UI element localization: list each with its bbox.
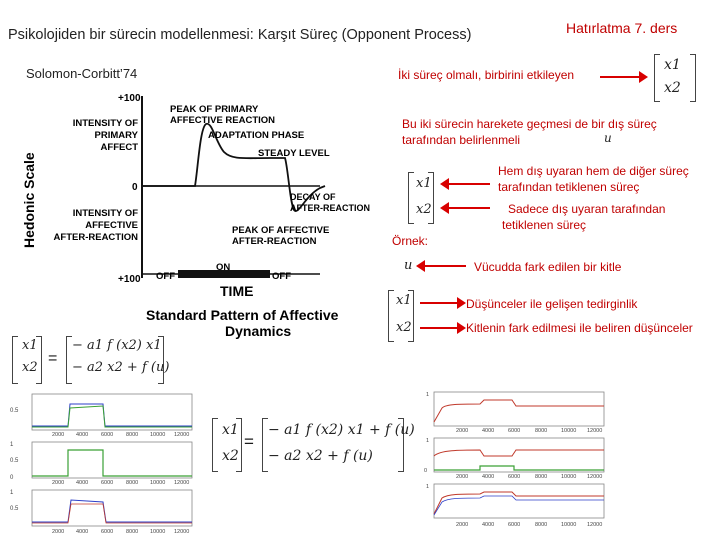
eq2-x2dot: x2 <box>222 448 239 464</box>
eq2-row1: − a1 f (x2) x1 + f (u) <box>268 422 415 438</box>
note-triggered-external-1: Sadece dış uyaran tarafından <box>508 202 666 216</box>
note-two-processes: İki süreç olmalı, birbirini etkileyen <box>398 68 575 82</box>
svg-text:4000: 4000 <box>482 522 495 528</box>
arrow-to-state-vector <box>600 76 640 78</box>
svg-text:2000: 2000 <box>456 474 469 480</box>
label-affect: AFFECT <box>100 142 138 153</box>
bracket-right <box>690 54 696 102</box>
state-x2: x2 <box>664 80 681 96</box>
svg-text:0.5: 0.5 <box>10 506 19 512</box>
note-u-meaning: Vücudda fark edilen bir kitle <box>474 260 622 274</box>
u-symbol-inline: u <box>604 131 612 145</box>
label-affective: AFFECTIVE <box>85 220 138 231</box>
left-plot-2 <box>10 442 192 486</box>
label-peak-primary-2: AFFECTIVE REACTION <box>170 115 276 126</box>
arrow-x2-note <box>448 207 490 209</box>
svg-text:6000: 6000 <box>101 480 114 486</box>
svg-text:12000: 12000 <box>174 432 190 438</box>
hedonic-scale-label: Hedonic Scale <box>21 152 37 248</box>
svg-text:10000: 10000 <box>150 529 166 535</box>
label-peak-primary-1: PEAK OF PRIMARY <box>170 104 259 115</box>
label-on: ON <box>216 262 231 273</box>
mid-x1: x1 <box>416 176 432 191</box>
tick-zero: 0 <box>132 182 138 193</box>
svg-text:10000: 10000 <box>561 474 577 480</box>
svg-text:8000: 8000 <box>535 522 548 528</box>
note-triggered-external-2: tetiklenen süreç <box>502 218 587 232</box>
label-decay-1: DECAY OF <box>290 192 336 202</box>
label-time: TIME <box>220 283 254 299</box>
label-primary: PRIMARY <box>94 130 138 141</box>
arrow-x1-note <box>448 183 490 185</box>
example-u: u <box>404 258 413 273</box>
tick-plus100-bottom: +100 <box>118 274 141 285</box>
svg-text:12000: 12000 <box>587 522 603 528</box>
eq2-x1dot: x1 <box>222 422 239 438</box>
left-simulation-plots <box>8 390 198 538</box>
right-plot-2 <box>424 438 604 480</box>
bracket-ex-left <box>388 290 394 342</box>
svg-text:1: 1 <box>426 484 430 490</box>
label-after-reaction: AFTER-REACTION <box>53 232 138 243</box>
note-triggered-both-1: Hem dış uyaran hem de diğer süreç <box>498 164 689 178</box>
svg-text:10000: 10000 <box>150 432 166 438</box>
eq1-row2: − a2 x2 + f (u) <box>72 360 170 375</box>
example-x1: x1 <box>396 293 412 308</box>
mid-x2: x2 <box>416 202 432 217</box>
svg-text:0.5: 0.5 <box>10 408 19 414</box>
caption-line-1: Standard Pattern of Affective <box>146 307 339 323</box>
tick-plus100-top: +100 <box>118 93 141 104</box>
label-decay-2: AFTER-REACTION <box>290 203 370 213</box>
svg-text:2000: 2000 <box>456 428 469 434</box>
label-steady: STEADY LEVEL <box>258 148 330 159</box>
note-switching-1: Bu iki sürecin harekete geçmesi de bir dış süreç <box>402 117 657 131</box>
example-label: Örnek: <box>392 234 429 248</box>
opponent-process-figure <box>20 88 370 340</box>
svg-text:0: 0 <box>424 468 428 474</box>
eq1-x1dot: x1 <box>22 338 38 353</box>
svg-text:2000: 2000 <box>52 480 65 486</box>
label-intensity-primary: INTENSITY OF <box>72 118 138 129</box>
svg-text:4000: 4000 <box>482 474 495 480</box>
label-peak-after-1: PEAK OF AFFECTIVE <box>232 225 330 236</box>
author-citation: Solomon-Corbitt’74 <box>26 66 138 81</box>
bracket-left <box>654 54 660 102</box>
svg-text:8000: 8000 <box>126 529 139 535</box>
arrow-x2-meaning <box>420 327 458 329</box>
svg-text:4000: 4000 <box>482 428 495 434</box>
bracket-mid-left <box>408 172 414 224</box>
note-x1-meaning: Düşünceler ile gelişen tedirginlik <box>466 297 638 311</box>
svg-text:1: 1 <box>426 438 430 444</box>
svg-text:12000: 12000 <box>587 474 603 480</box>
arrow-x1-meaning <box>420 302 458 304</box>
example-x2: x2 <box>396 320 412 335</box>
state-x1: x1 <box>664 57 681 73</box>
svg-text:12000: 12000 <box>174 480 190 486</box>
label-peak-after-2: AFTER-REACTION <box>232 236 317 247</box>
svg-text:12000: 12000 <box>587 428 603 434</box>
label-adaptation: ADAPTATION PHASE <box>208 130 305 141</box>
svg-text:1: 1 <box>10 442 14 448</box>
svg-text:2000: 2000 <box>52 529 65 535</box>
right-plot-3 <box>426 484 604 528</box>
svg-text:1: 1 <box>10 490 14 496</box>
svg-text:4000: 4000 <box>76 480 89 486</box>
svg-text:1: 1 <box>426 392 430 398</box>
svg-text:8000: 8000 <box>535 474 548 480</box>
eq1-equals: = <box>48 350 58 367</box>
label-intensity-after: INTENSITY OF <box>72 208 138 219</box>
lecture-reference: Hatırlatma 7. ders <box>566 20 678 36</box>
eq1-lhs-bracket-left <box>12 336 18 384</box>
svg-text:4000: 4000 <box>76 529 89 535</box>
svg-text:2000: 2000 <box>456 522 469 528</box>
eq2-row2: − a2 x2 + f (u) <box>268 448 373 464</box>
label-off-1: OFF <box>156 271 175 282</box>
svg-text:10000: 10000 <box>150 480 166 486</box>
svg-text:8000: 8000 <box>535 428 548 434</box>
eq1-x2dot: x2 <box>22 360 38 375</box>
svg-text:0: 0 <box>10 475 14 481</box>
right-simulation-plots <box>420 386 620 536</box>
eq2-lhs-bracket-left <box>212 418 218 472</box>
slide-title: Psikolojiden bir sürecin modellenmesi: Karşıt Süreç (Opponent Process) <box>8 27 472 43</box>
svg-text:8000: 8000 <box>126 432 139 438</box>
svg-text:6000: 6000 <box>508 522 521 528</box>
caption-line-2: Dynamics <box>225 323 292 339</box>
left-plot-3 <box>10 490 192 535</box>
left-plot-1 <box>10 394 192 438</box>
svg-text:8000: 8000 <box>126 480 139 486</box>
svg-text:10000: 10000 <box>561 522 577 528</box>
svg-text:0.5: 0.5 <box>10 458 19 464</box>
svg-text:6000: 6000 <box>508 474 521 480</box>
svg-text:2000: 2000 <box>52 432 65 438</box>
svg-text:6000: 6000 <box>101 529 114 535</box>
eq1-row1: − a1 f (x2) x1 <box>72 338 162 353</box>
right-plot-1 <box>426 392 604 434</box>
note-x2-meaning: Kitlenin fark edilmesi ile beliren düşünceler <box>466 321 693 335</box>
svg-text:6000: 6000 <box>508 428 521 434</box>
eq2-equals: = <box>244 432 254 451</box>
label-off-2: OFF <box>272 271 291 282</box>
svg-text:10000: 10000 <box>561 428 577 434</box>
arrow-u-note <box>424 265 466 267</box>
note-switching-2: tarafından belirlenmeli <box>402 133 521 147</box>
svg-text:6000: 6000 <box>101 432 114 438</box>
note-triggered-both-2: tarafından tetiklenen süreç <box>498 180 640 194</box>
svg-text:4000: 4000 <box>76 432 89 438</box>
svg-text:12000: 12000 <box>174 529 190 535</box>
